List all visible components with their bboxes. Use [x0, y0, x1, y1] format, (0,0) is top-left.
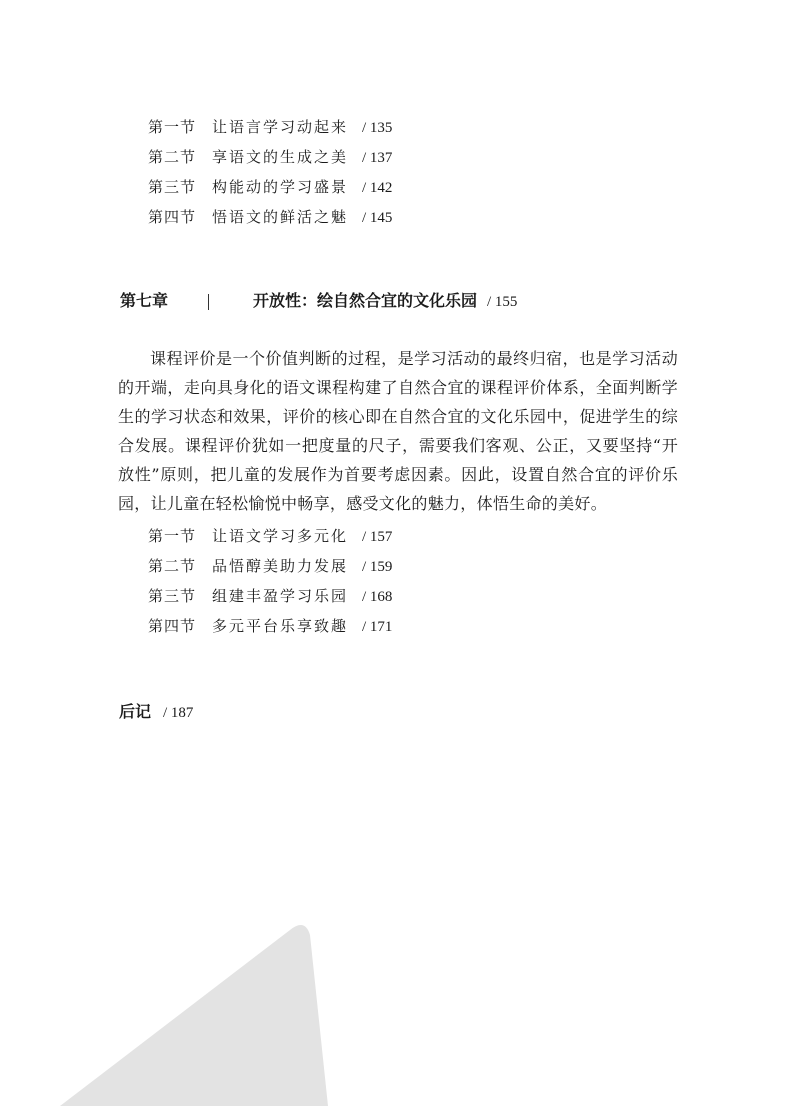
- toc-entry[interactable]: [148, 521, 392, 551]
- section-page: / 171: [362, 619, 393, 635]
- section-page: / 145: [362, 210, 393, 226]
- chapter-label: 第七章: [120, 291, 169, 310]
- toc-entry[interactable]: [148, 112, 392, 142]
- section-list-b: [148, 521, 392, 641]
- section-page: / 168: [362, 589, 393, 605]
- toc-entry[interactable]: [148, 581, 392, 611]
- section-number: 第二节: [148, 557, 197, 575]
- afterword-page: / 187: [163, 705, 194, 721]
- section-title: 组建丰盈学习乐园: [212, 587, 349, 605]
- section-title: 多元平台乐享致趣: [212, 617, 349, 635]
- section-number: 第一节: [148, 118, 197, 136]
- chapter-divider: [208, 294, 209, 310]
- section-title: 悟语文的鲜活之魅: [212, 208, 349, 226]
- section-list-a: [148, 112, 392, 232]
- toc-entry[interactable]: [148, 551, 392, 581]
- section-title: 让语言学习动起来: [212, 118, 349, 136]
- toc-entry[interactable]: [148, 611, 392, 641]
- section-title: 品悟醇美助力发展: [212, 557, 349, 575]
- chapter-heading[interactable]: [120, 288, 517, 314]
- section-number: 第四节: [148, 617, 197, 635]
- section-page: / 137: [362, 150, 393, 166]
- section-number: 第四节: [148, 208, 197, 226]
- section-page: / 135: [362, 120, 393, 136]
- afterword-label: 后记: [119, 702, 152, 721]
- toc-entry[interactable]: [148, 202, 392, 232]
- section-number: 第三节: [148, 178, 197, 196]
- section-title: 让语文学习多元化: [212, 527, 349, 545]
- section-page: / 157: [362, 529, 393, 545]
- section-number: 第二节: [148, 148, 197, 166]
- toc-entry[interactable]: [148, 172, 392, 202]
- section-page: / 142: [362, 180, 393, 196]
- section-title: 构能动的学习盛景: [212, 178, 349, 196]
- section-title: 享语文的生成之美: [212, 148, 349, 166]
- chapter-page: / 155: [487, 294, 518, 310]
- afterword-entry[interactable]: [119, 699, 193, 725]
- section-page: / 159: [362, 559, 393, 575]
- chapter-title: 开放性：绘自然合宜的文化乐园: [253, 291, 478, 310]
- section-number: 第三节: [148, 587, 197, 605]
- toc-entry[interactable]: [148, 142, 392, 172]
- chapter-abstract: 课程评价是一个价值判断的过程，是学习活动的最终归宿，也是学习活动的开端，走向具身化的语文课程构建了自然合宜的课程评价体系，全面判断学生的学习状态和效果，评价的核心即在自然合宜的文化乐园中，促进学生的综合发展。课程评价犹如一把度量的尺子，需要我们客观、公正，又要坚持“开放性”原则，把儿童的发展作为首要考虑因素。因此，设置自然合宜的评价乐园，让儿童在轻松愉悦中畅享，感受文化的魅力，体悟生命的美好。: [118, 349, 678, 513]
- section-number: 第一节: [148, 527, 197, 545]
